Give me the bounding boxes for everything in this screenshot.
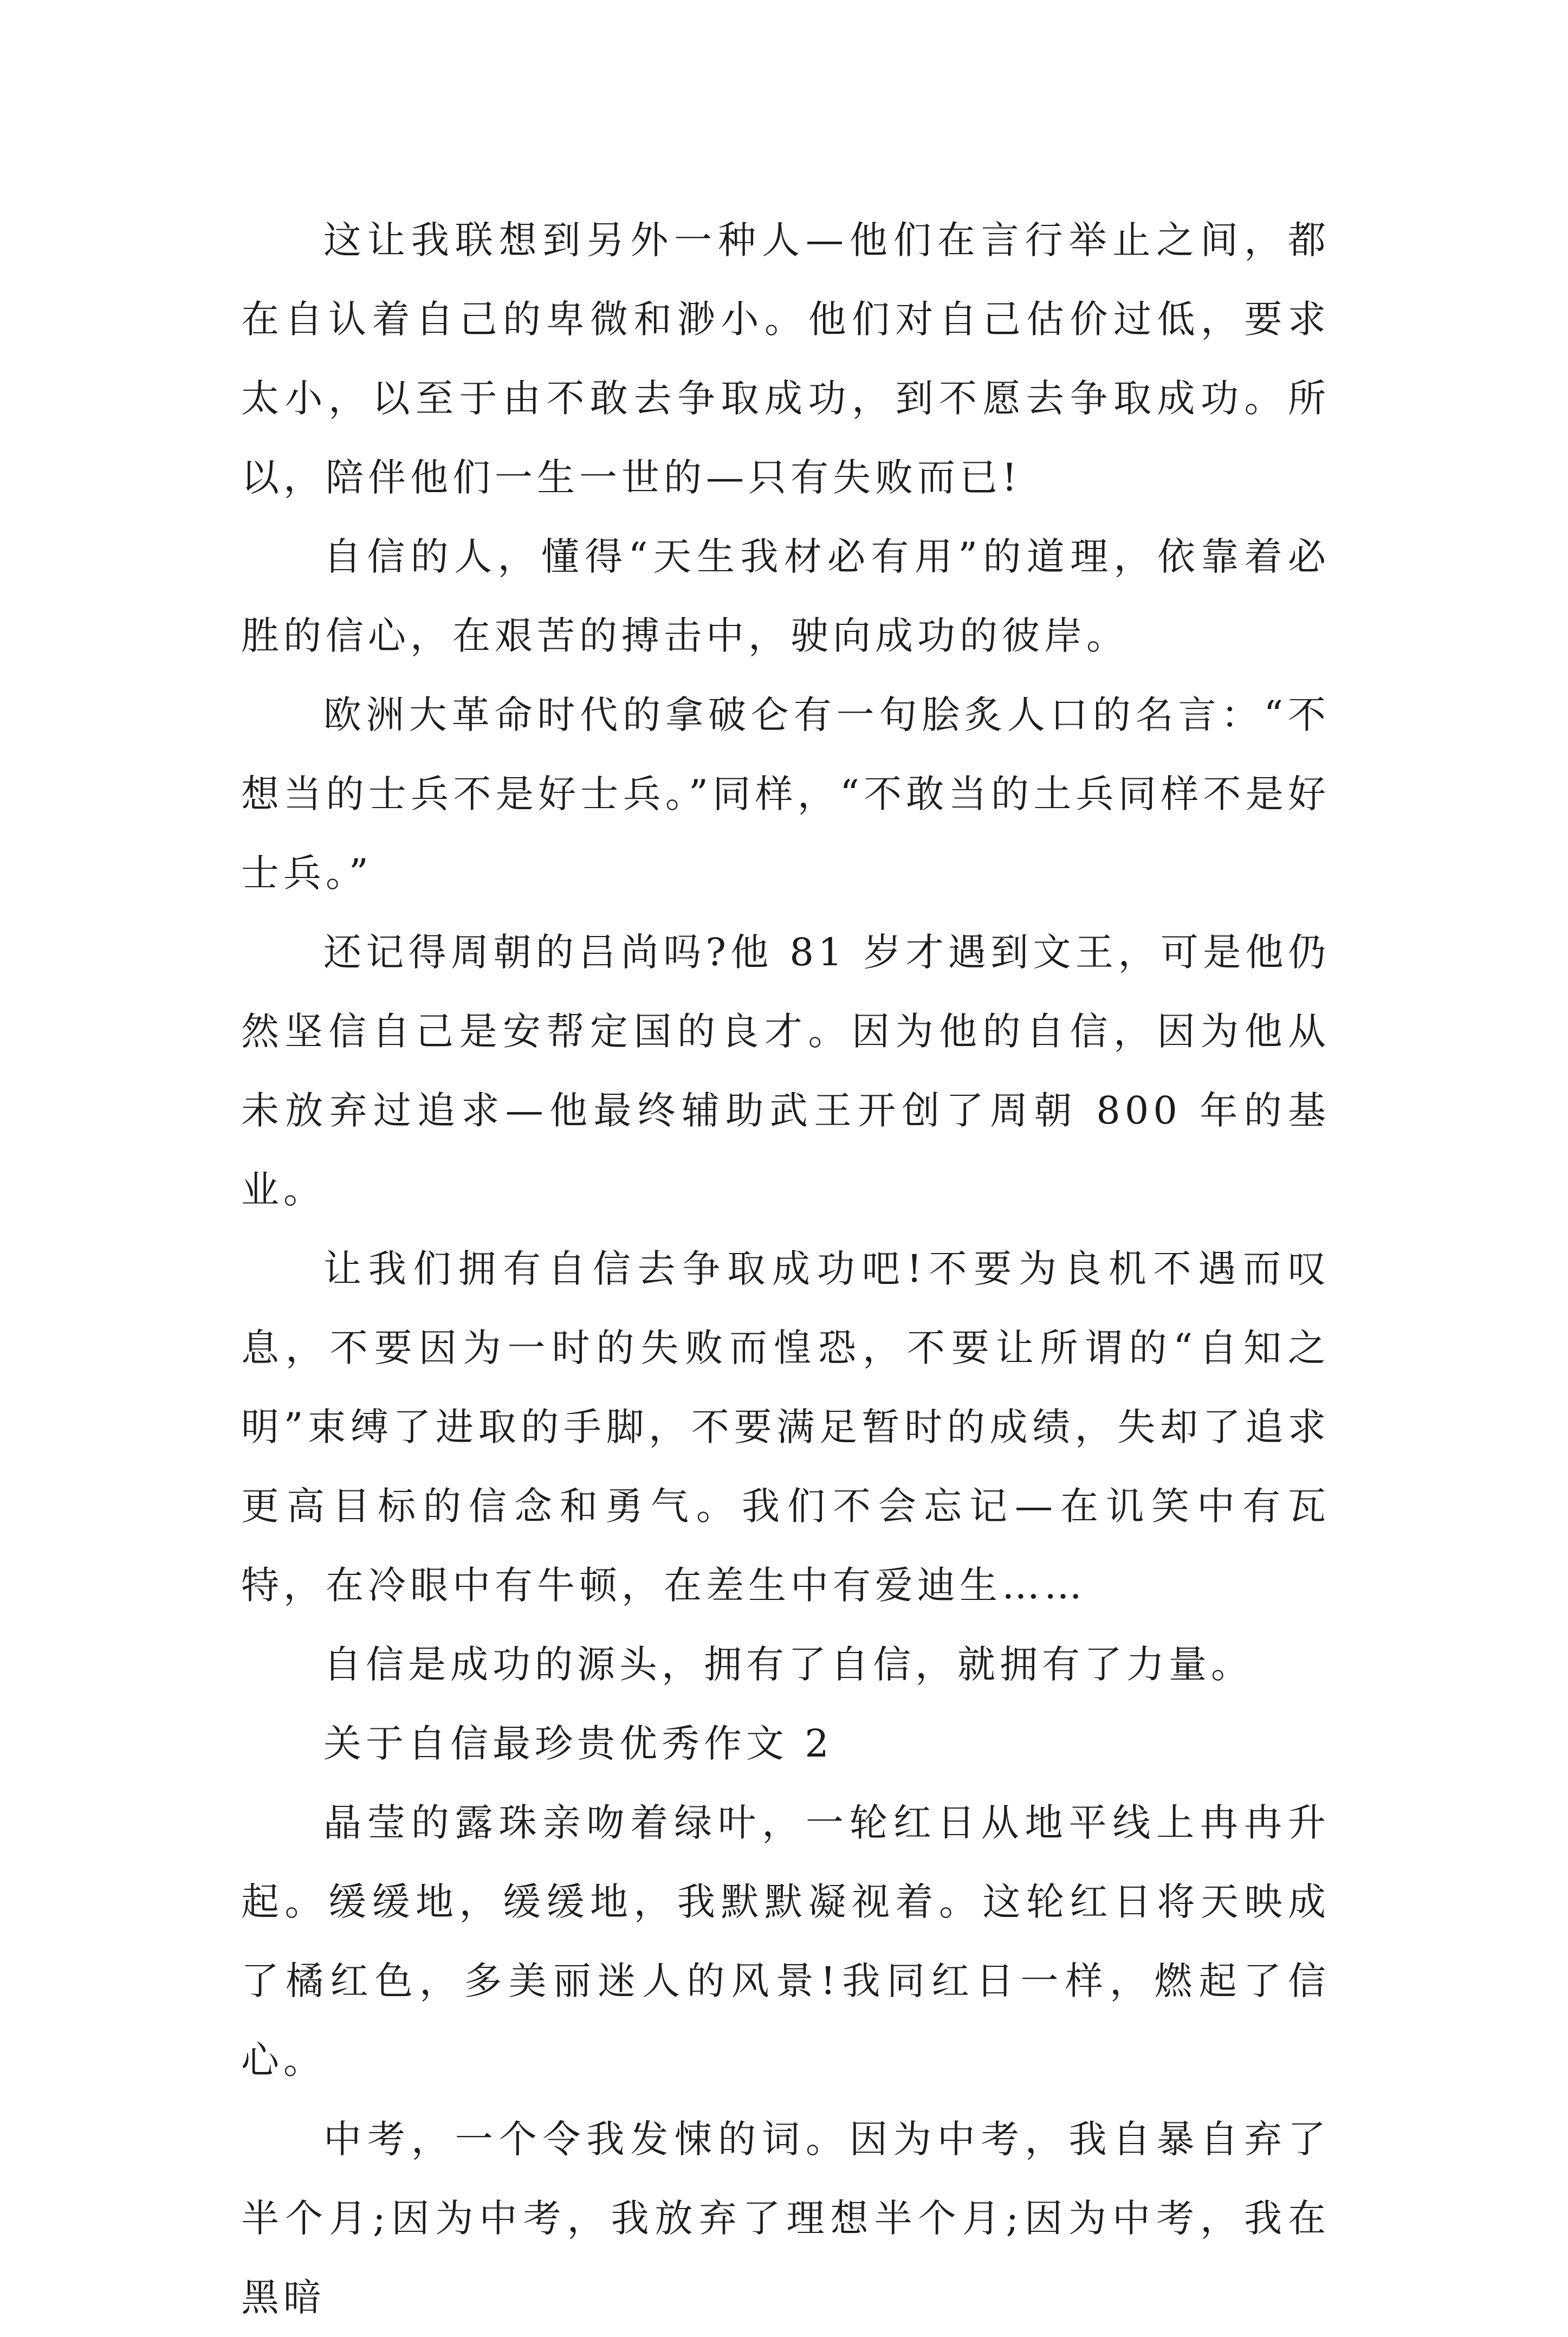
paragraph: 中考，一个令我发悚的词。因为中考，我自暴自弃了半个月;因为中考，我放弃了理想半个月;因为中考，我在黑暗 <box>241 2117 1330 2320</box>
document-body <box>241 201 1330 2337</box>
paragraph: 欧洲大革命时代的拿破仑有一句脍炙人口的名言：“不想当的士兵不是好士兵。”同样，“不敢当的土兵同样不是好士兵。” <box>241 693 1330 895</box>
paragraph: 这让我联想到另外一种人—他们在言行举止之间，都在自认着自己的卑微和渺小。他们对自己估价过低，要求太小，以至于由不敢去争取成功，到不愿去争取成功。所以，陪伴他们一生一世的—只有失败而已! <box>241 218 1330 500</box>
paragraph: 自信是成功的源头，拥有了自信，就拥有了力量。 <box>323 1642 1253 1687</box>
paragraph: 自信的人，懂得“天生我材必有用”的道理，依靠着必胜的信心，在艰苦的搏击中，驶向成功的彼岸。 <box>241 534 1330 658</box>
section-heading: 关于自信最珍贵优秀作文 2 <box>323 1721 833 1766</box>
paragraph: 让我们拥有自信去争取成功吧!不要为良机不遇而叹息，不要因为一时的失败而惶恐，不要让所谓的“自知之明”束缚了进取的手脚，不要满足暂时的成绩，失却了追求更高目标的信念和勇气。我们不会忘记—在讥笑中有瓦特，在冷眼中有牛顿，在差生中有爱迪生…… <box>241 1247 1330 1608</box>
paragraph: 晶莹的露珠亲吻着绿叶，一轮红日从地平线上冉冉升起。缓缓地，缓缓地，我默默凝视着。这轮红日将天映成了橘红色，多美丽迷人的风景!我同红日一样，燃起了信心。 <box>241 1800 1330 2082</box>
paragraph: 还记得周朝的吕尚吗?他 81 岁才遇到文王，可是他仍然坚信自己是安帮定国的良才。因为他的自信，因为他从未放弃过追求—他最终辅助武王开创了周朝 800 年的基业。 <box>241 930 1330 1212</box>
